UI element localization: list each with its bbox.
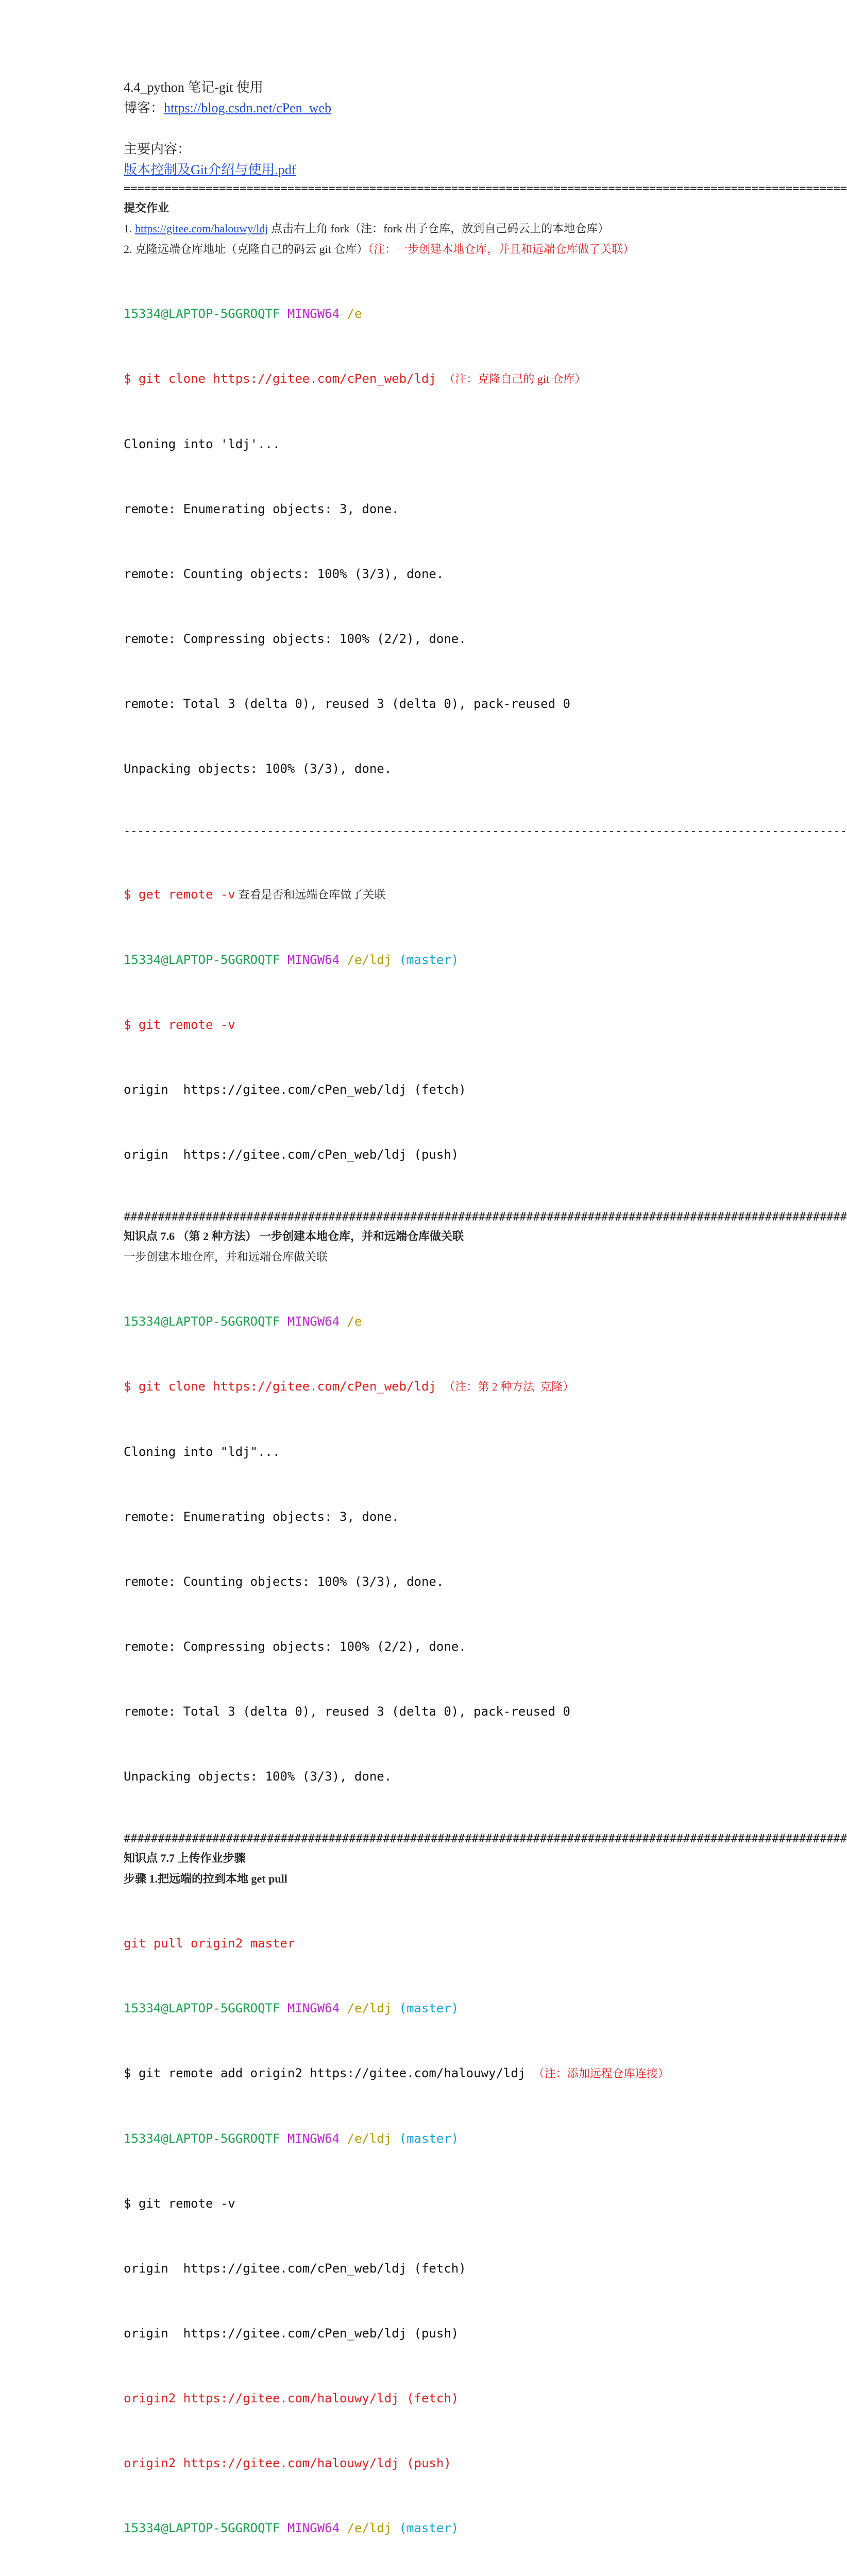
- hw-heading: 提交作业: [124, 201, 170, 214]
- blog-label: 博客：: [124, 100, 164, 115]
- rule-hash-1: ##########################################################################################################: [124, 1211, 847, 1224]
- k76-heading: 知识点 7.6 （第 2 种方法） 一步创建本地仓库，并和远端仓库做关联: [124, 1230, 464, 1243]
- hw-step2: 2. 克隆远端仓库地址（克隆自己的码云 git 仓库）（注：一步创建本地仓库，并且和远端仓库做了关联）: [124, 243, 635, 256]
- pdf-link[interactable]: 版本控制及Git介绍与使用.pdf: [124, 162, 296, 177]
- k76-sub: 一步创建本地仓库，并和远端仓库做关联: [124, 1250, 328, 1263]
- k76-block: 15334@LAPTOP-5GGROQTF MINGW64 /e $ git clone https://gitee.com/cPen_web/ldj （注：第 2 种方法 克隆） Cloning into "ldj"... remote: Enumerating objects: 3, done. remote: Counting objects: 100% (3/3), done. remote: Compressing objects: 100% (2/2), done. remote: Total 3 (delta 0), reused 3 (delta 0), pack-reused 0 Unpacking objects: 100% (3/3), done.: [124, 1314, 574, 1784]
- k77-block: git pull origin2 master 15334@LAPTOP-5GGROQTF MINGW64 /e/ldj (master) $ git remote add origin2 https://gitee.com/halouwy/ldj （注：添加远程仓库连接） 15334@LAPTOP-5GGROQTF MINGW64 /e/ldj (master) $ git remote -v origin https://gitee.com/cPen_web/ldj (fetch) origin https://gitee.com/cPen_web/ldj (push) origin2 https://gitee.com/halouwy/ldj (fetch) origin2 https://gitee.com/halouwy/ldj (push) 15334@LAPTOP-5GGROQTF MINGW64 /e/ldj (master): [124, 1936, 669, 2535]
- doc-title: 4.4_python 笔记-git 使用: [124, 80, 263, 95]
- blog-line: [124, 98, 696, 118]
- k77-step1: 步骤 1.把远端的拉到本地 get pull: [124, 1872, 287, 1885]
- rule-hash-2: ##########################################################################################################: [124, 1833, 847, 1845]
- rule-dash-1: ----------------------------------------------------------------------------------------------------------: [124, 825, 847, 838]
- hw-step1: 1. https://gitee.com/halouwy/ldj 点击右上角 fork（注：fork 出子仓库，放到自己码云上的本地仓库）: [124, 222, 609, 235]
- rule-eq: ==========================================================================================================: [124, 182, 847, 195]
- document-page: [124, 77, 847, 2576]
- main-label: 主要内容：: [124, 142, 191, 157]
- k77-heading: 知识点 7.7 上传作业步骤: [124, 1852, 246, 1865]
- halouwy-link[interactable]: https://gitee.com/halouwy/ldj: [135, 222, 268, 235]
- block1: 15334@LAPTOP-5GGROQTF MINGW64 /e $ git clone https://gitee.com/cPen_web/ldj （注：克隆自己的 git 仓库） Cloning into 'ldj'... remote: Enumerating objects: 3, done. remote: Counting objects: 100% (3/3), done. remote: Compressing objects: 100% (2/2), done. remote: Total 3 (delta 0), reused 3 (delta 0), pack-reused 0 Unpacking objects: 100% (3/3), done.: [124, 307, 586, 776]
- block1b: $ get remote -v 查看是否和远端仓库做了关联 15334@LAPTOP-5GGROQTF MINGW64 /e/ldj (master) $ git remote -v origin https://gitee.com/cPen_web/ldj (fetch) origin https://gitee.com/cPen_web/ldj (push): [124, 887, 466, 1162]
- blog-link[interactable]: https://blog.csdn.net/cPen_web: [164, 100, 331, 115]
